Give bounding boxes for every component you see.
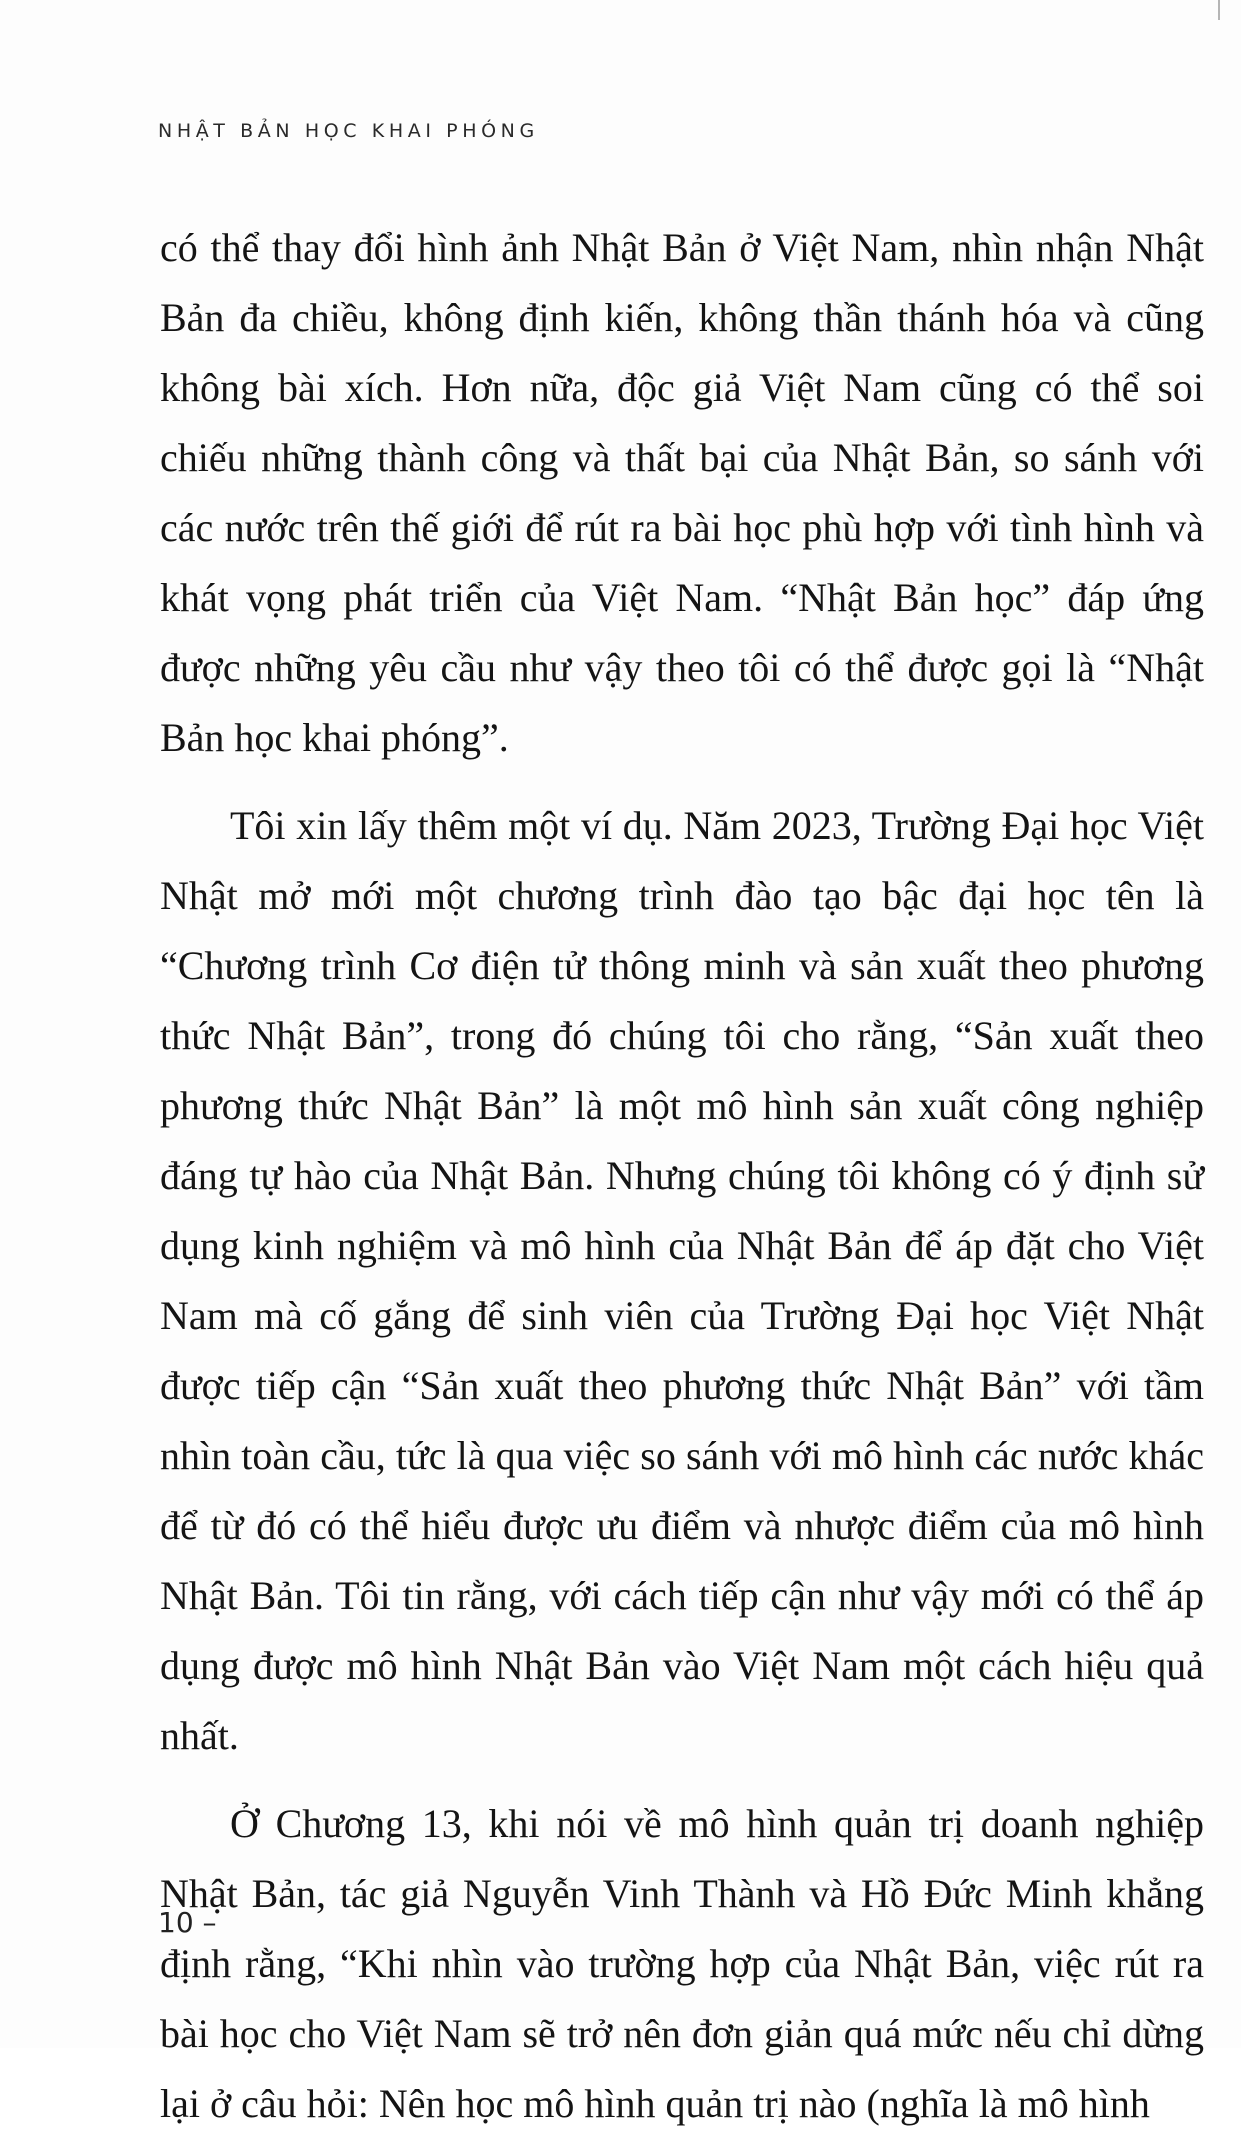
page-edge-mark [1218, 0, 1220, 20]
paragraph-chapter-13: Ở Chương 13, khi nói về mô hình quản trị doanh nghiệp Nhật Bản, tác giả Nguyễn Vinh Thành và Hồ Đức Minh khẳng định rằng, “Khi nhìn vào trường hợp của Nhật Bản, việc rút ra bài học cho Việt Nam sẽ trở nên đơn giản quá mức nếu chỉ dừng lại ở câu hỏi: Nên học mô hình quản trị nào (nghĩa là mô hình [160, 1801, 1204, 2126]
running-head: NHẬT BẢN HỌC KHAI PHÓNG [158, 120, 539, 142]
page-number: 10 – [158, 1906, 217, 1939]
body-text [160, 213, 1204, 2139]
paragraph-continued: có thể thay đổi hình ảnh Nhật Bản ở Việt Nam, nhìn nhận Nhật Bản đa chiều, không định kiến, không thần thánh hóa và cũng không bài xích. Hơn nữa, độc giả Việt Nam cũng có thể soi chiếu những thành công và thất bại của Nhật Bản, so sánh với các nước trên thế giới để rút ra bài học phù hợp với tình hình và khát vọng phát triển của Việt Nam. “Nhật Bản học” đáp ứng được những yêu cầu như vậy theo tôi có thể được gọi là “Nhật Bản học khai phóng”. [160, 225, 1204, 760]
paragraph-example: Tôi xin lấy thêm một ví dụ. Năm 2023, Trường Đại học Việt Nhật mở mới một chương trình đào tạo bậc đại học tên là “Chương trình Cơ điện tử thông minh và sản xuất theo phương thức Nhật Bản”, trong đó chúng tôi cho rằng, “Sản xuất theo phương thức Nhật Bản” là một mô hình sản xuất công nghiệp đáng tự hào của Nhật Bản. Nhưng chúng tôi không có ý định sử dụng kinh nghiệm và mô hình của Nhật Bản để áp đặt cho Việt Nam mà cố gắng để sinh viên của Trường Đại học Việt Nhật được tiếp cận “Sản xuất theo phương thức Nhật Bản” với tầm nhìn toàn cầu, tức là qua việc so sánh với mô hình các nước khác để từ đó có thể hiểu được ưu điểm và nhược điểm của mô hình Nhật Bản. Tôi tin rằng, với cách tiếp cận như vậy mới có thể áp dụng được mô hình Nhật Bản vào Việt Nam một cách hiệu quả nhất. [160, 803, 1204, 1758]
